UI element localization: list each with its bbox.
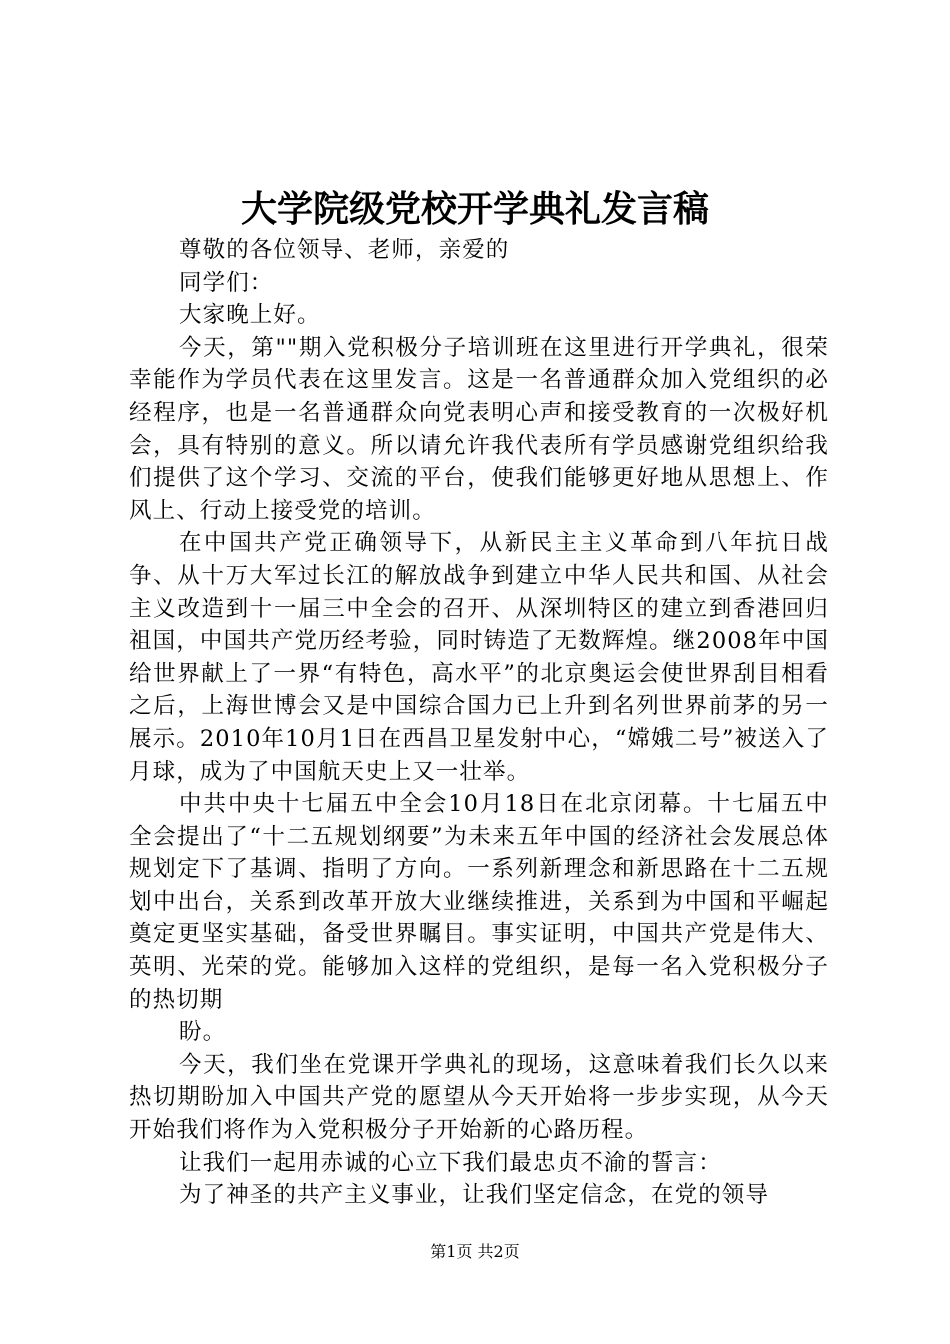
paragraph-oath-intro: 让我们一起用赤诚的心立下我们最忠贞不渝的誓言： bbox=[179, 1149, 722, 1176]
paragraph-greeting: 大家晚上好。 bbox=[179, 302, 321, 329]
page-footer: 第1页 共2页 bbox=[430, 1242, 520, 1261]
paragraph-salutation-2: 同学们： bbox=[179, 269, 274, 296]
paragraph-fragment: 盼。 bbox=[179, 1019, 227, 1046]
paragraph-opening: 今天，第""期入党积极分子培训班在这里进行开学典礼，很荣幸能作为学员代表在这里发言。这是一名普通群众加入党组织的必经程序，也是一名普通群众向党表明心声和接受教育的一次极好机会，具有特别的意义。所以请允许我代表所有学员感谢党组织给我们提供了这个学习、交流的平台，使我们能够更好地从思想上、作风上、行动上接受党的培训。 bbox=[129, 334, 829, 524]
document-title: 大学院级党校开学典礼发言稿 bbox=[240, 188, 709, 230]
paragraph-salutation-1: 尊敬的各位领导、老师，亲爱的 bbox=[179, 237, 510, 263]
document-body bbox=[129, 234, 829, 1212]
paragraph-oath: 为了神圣的共产主义事业，让我们坚定信念，在党的领导 bbox=[179, 1182, 770, 1209]
paragraph-history: 在中国共产党正确领导下，从新民主主义革命到八年抗日战争、从十万大军过长江的解放战争到建立中华人民共和国、从社会主义改造到十一届三中全会的召开、从深圳特区的建立到香港回归祖国，中国共产党历经考验，同时铸造了无数辉煌。继2008年中国给世界献上了一界“有特色，高水平”的北京奥运会使世界刮目相看之后，上海世博会又是中国综合国力已上升到名列世界前茅的另一展示。2010年10月1日在西昌卫星发射中心，“嫦娥二号”被送入了月球，成为了中国航天史上又一壮举。 bbox=[129, 530, 829, 785]
paragraph-today: 今天，我们坐在党课开学典礼的现场，这意味着我们长久以来热切期盼加入中国共产党的愿望从今天开始将一步步实现，从今天开始我们将作为入党积极分子开始新的心路历程。 bbox=[129, 1051, 829, 1144]
paragraph-plenary: 中共中央十七届五中全会10月18日在北京闭幕。十七届五中全会提出了“十二五规划纲要”为未来五年中国的经济社会发展总体规划定下了基调、指明了方向。一系列新理念和新思路在十二五规划中出台，关系到改革开放大业继续推进，关系到为中国和平崛起奠定更坚实基础，备受世界瞩目。事实证明，中国共产党是伟大、英明、光荣的党。能够加入这样的党组织，是每一名入党积极分子的热切期 bbox=[129, 791, 829, 1013]
